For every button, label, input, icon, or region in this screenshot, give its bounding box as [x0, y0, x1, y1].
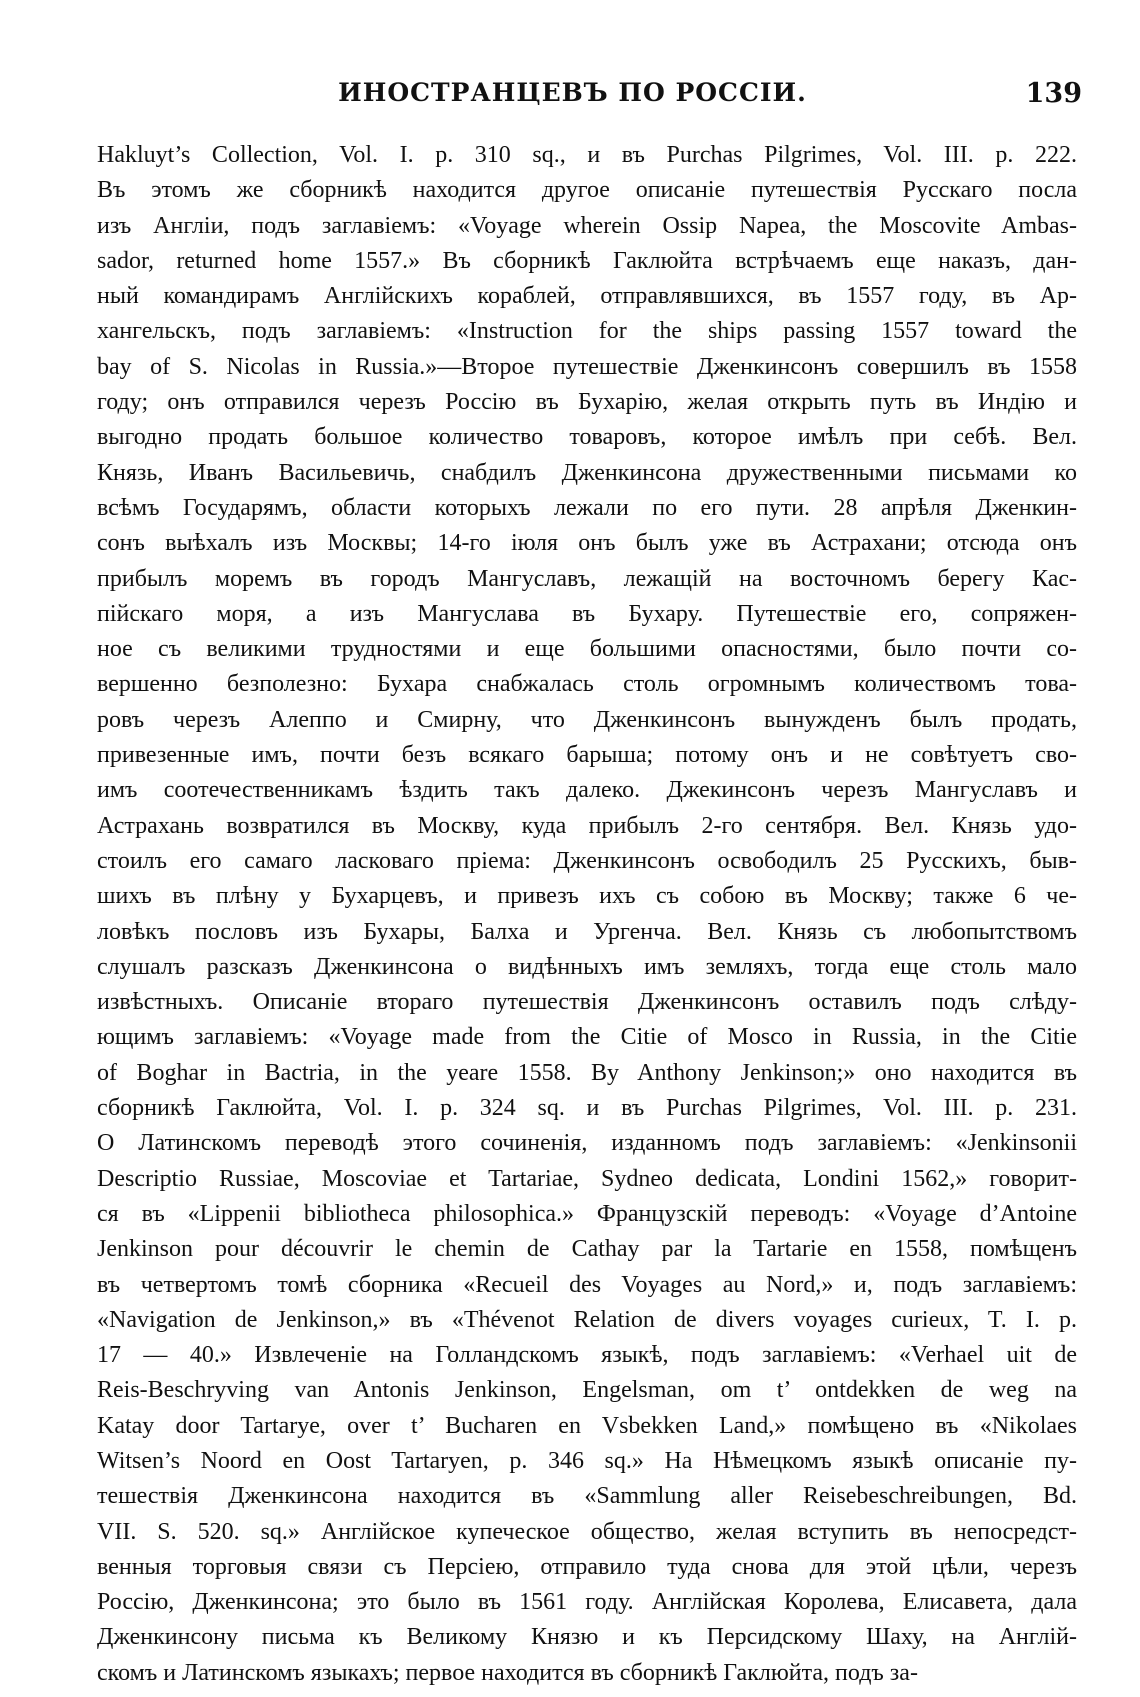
- text-line: слушалъ разсказъ Дженкинсона о видѣнныхъ имъ земляхъ, тогда еще столь мало: [97, 953, 1077, 980]
- text-line: сборникѣ Гаклюйта, Vol. I. p. 324 sq. и въ Purchas Pilgrimes, Vol. III. p. 231.: [97, 1095, 1077, 1122]
- text-line: выгодно продать большое количество товаровъ, которое имѣлъ при себѣ. Вел.: [97, 424, 1077, 451]
- text-line: Дженкинсону письма къ Великому Князю и къ Персидскому Шаху, на Англій-: [97, 1624, 1077, 1651]
- text-line: прибылъ моремъ въ городъ Мангуславъ, лежащій на восточномъ берегу Кас-: [97, 565, 1077, 592]
- text-line: Астрахань возвратился въ Москву, куда прибылъ 2-го сентября. Вел. Князь удо-: [97, 812, 1077, 839]
- text-line: венныя торговыя связи съ Персіею, отправило туда снова для этой цѣли, черезъ: [97, 1553, 1077, 1580]
- text-line: хангельскъ, подъ заглавіемъ: «Instruction for the ships passing 1557 toward the: [97, 318, 1077, 345]
- text-line: Witsen’s Noord en Oost Tartaryen, p. 346 sq.» На Нѣмецкомъ языкѣ описаніе пу-: [97, 1447, 1077, 1474]
- text-line: пійскаго моря, а изъ Мангуслава въ Бухару. Путешествіе его, сопряжен-: [97, 600, 1077, 627]
- text-line: ся въ «Lippenii bibliotheca philosophica.» Французскій переводъ: «Voyage d’Antoine: [97, 1200, 1077, 1227]
- text-line: ный командирамъ Англійскихъ кораблей, отправлявшихся, въ 1557 году, въ Ар-: [97, 283, 1077, 310]
- text-line: ловѣкъ пословъ изъ Бухары, Балха и Ургенча. Вел. Князь съ любопытствомъ: [97, 918, 1077, 945]
- text-line: сонъ выѣхалъ изъ Москвы; 14-го іюля онъ былъ уже въ Астрахани; отсюда онъ: [97, 530, 1077, 557]
- text-line: ное съ великими трудностями и еще большими опасностями, было почти со-: [97, 636, 1077, 663]
- text-line: ровъ черезъ Алеппо и Смирну, что Дженкинсонъ вынужденъ былъ продать,: [97, 706, 1077, 733]
- text-line: «Navigation de Jenkinson,» въ «Thévenot Relation de divers voyages curieux, T. I. p.: [97, 1306, 1077, 1333]
- text-line: 17 — 40.» Извлеченіе на Голландскомъ языкѣ, подъ заглавіемъ: «Verhael uit de: [97, 1342, 1077, 1369]
- text-line: привезенные имъ, почти безъ всякаго барыша; потому онъ и не совѣтуетъ сво-: [97, 742, 1077, 769]
- text-line: Hakluyt’s Collection, Vol. I. p. 310 sq., и въ Purchas Pilgrimes, Vol. III. p. 222.: [97, 142, 1077, 168]
- text-line: Въ этомъ же сборникѣ находится другое описаніе путешествія Русскаго посла: [97, 177, 1077, 204]
- text-line: вершенно безполезно: Бухара снабжалась столь огромнымъ количествомъ това-: [97, 671, 1077, 698]
- running-title: ИНОСТРАНЦЕВЪ ПО РОССІИ.: [338, 78, 807, 107]
- text-line: всѣмъ Государямъ, области которыхъ лежали по его пути. 28 апрѣля Дженкин-: [97, 494, 1077, 521]
- body-text: [97, 138, 1077, 1691]
- text-line: О Латинскомъ переводѣ этого сочиненія, изданномъ подъ заглавіемъ: «Jenkinsonii: [97, 1130, 1077, 1157]
- text-line: году; онъ отправился черезъ Россію въ Бухарію, желая открыть путь въ Индію и: [97, 389, 1077, 416]
- text-line: of Boghar in Bactria, in the yeare 1558. By Anthony Jenkinson;» оно находится въ: [97, 1059, 1077, 1086]
- text-line: изъ Англіи, подъ заглавіемъ: «Voyage wherein Ossip Napea, the Moscovite Ambas-: [97, 212, 1077, 239]
- text-line: скомъ и Латинскомъ языкахъ; первое находится въ сборникѣ Гаклюйта, подъ за-: [97, 1659, 918, 1686]
- text-line: Descriptio Russiae, Moscoviae et Tartariae, Sydneo dedicata, Londini 1562,» говорит-: [97, 1165, 1077, 1192]
- text-line: извѣстныхъ. Описаніе втораго путешествія Дженкинсонъ оставилъ подъ слѣду-: [97, 989, 1077, 1016]
- text-line: стоилъ его самаго ласковаго пріема: Дженкинсонъ освободилъ 25 Русскихъ, быв-: [97, 847, 1077, 874]
- text-line: VII. S. 520. sq.» Англійское купеческое общество, желая вступить въ непосредст-: [97, 1518, 1077, 1545]
- text-line: Reis-Beschryving van Antonis Jenkinson, Engelsman, om t’ ontdekken de weg na: [97, 1377, 1077, 1404]
- text-line: Князь, Иванъ Васильевичь, снабдилъ Дженкинсона дружественными письмами ко: [97, 459, 1077, 486]
- page-number: 139: [1025, 78, 1082, 109]
- text-line: шихъ въ плѣну у Бухарцевъ, и привезъ ихъ съ собою въ Москву; также 6 че-: [97, 883, 1077, 910]
- text-line: Jenkinson pour découvrir le chemin de Cathay par la Tartarie en 1558, помѣщенъ: [97, 1236, 1077, 1263]
- text-line: въ четвертомъ томѣ сборника «Recueil des Voyages au Nord,» и, подъ заглавіемъ:: [97, 1271, 1077, 1298]
- text-line: тешествія Дженкинсона находится въ «Sammlung aller Reisebeschreibungen, Bd.: [97, 1483, 1077, 1510]
- text-line: имъ соотечественникамъ ѣздить такъ далеко. Джекинсонъ черезъ Мангуславъ и: [97, 777, 1077, 804]
- running-head: [55, 78, 1090, 118]
- text-line: bay of S. Nicolas in Russia.»—Второе путешествіе Дженкинсонъ совершилъ въ 1558: [97, 353, 1077, 380]
- text-line: Katay door Tartarye, over t’ Bucharen en Vsbekken Land,» помѣщено въ «Nikolaes: [97, 1412, 1077, 1439]
- text-line: Россію, Дженкинсона; это было въ 1561 году. Англійская Королева, Елисавета, дала: [97, 1589, 1077, 1616]
- text-line: ющимъ заглавіемъ: «Voyage made from the Citie of Mosco in Russia, in the Citie: [97, 1024, 1077, 1051]
- text-line: sador, returned home 1557.» Въ сборникѣ Гаклюйта встрѣчаемъ еще наказъ, дан-: [97, 247, 1077, 274]
